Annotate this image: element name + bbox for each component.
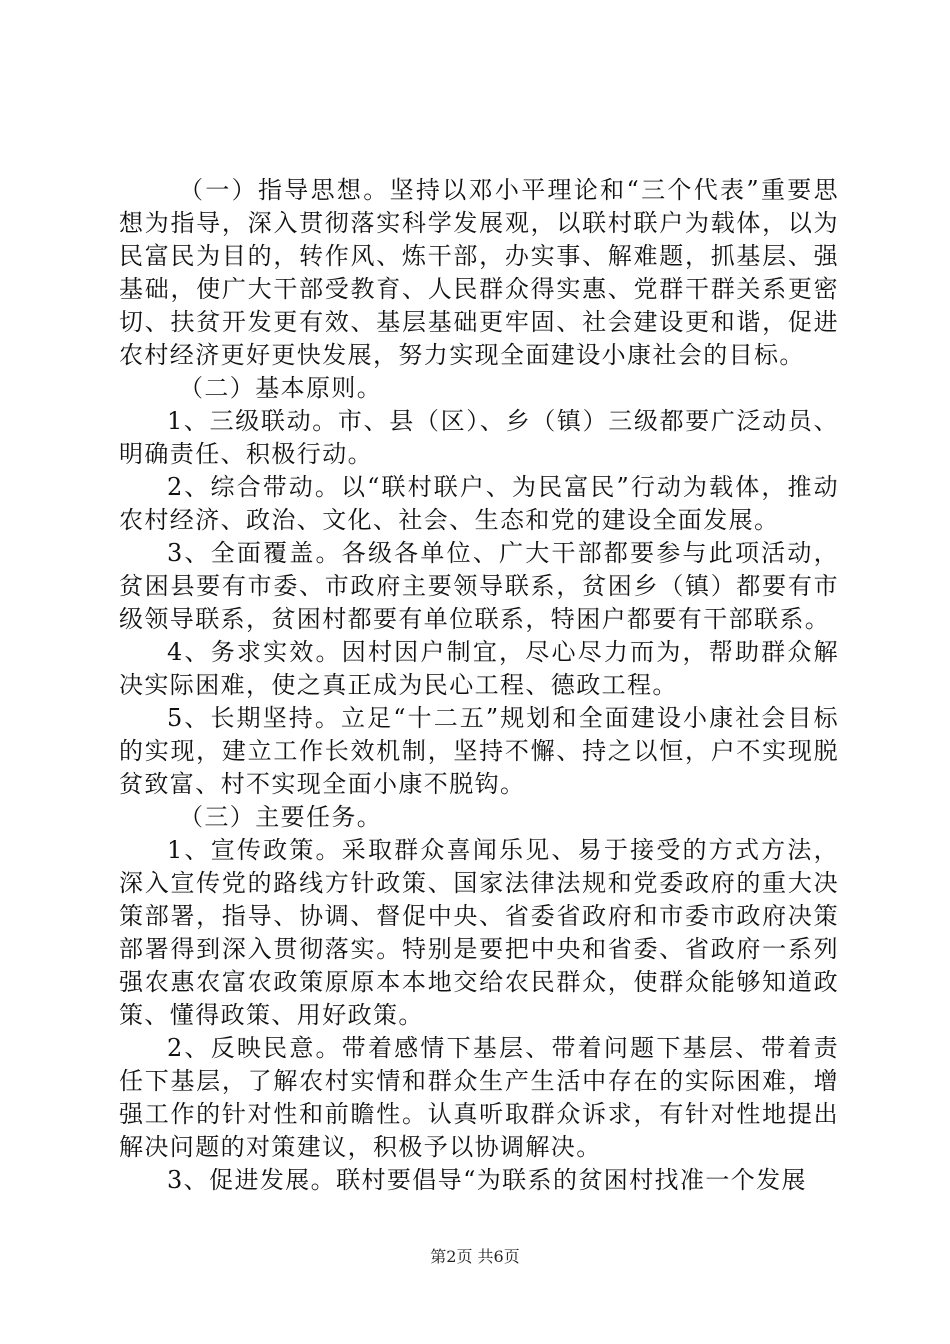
paragraph-guiding-thought: （一）指导思想。坚持以邓小平理论和“三个代表”重要思想为指导，深入贯彻落实科学发展观，以联村联户为载体，以为民富民为目的，转作风、炼干部，办实事、解难题，抓基层、强基础，使广大干部受教育、人民群众得实惠、党群干群关系更密切、扶贫开发更有效、基层基础更牢固、社会建设更和谐，促进农村经济更好更快发展，努力实现全面建设小康社会的目标。 xyxy=(119,176,839,369)
paragraph-principle-1: 1、三级联动。市、县（区）、乡（镇）三级都要广泛动员、明确责任、积极行动。 xyxy=(119,407,839,468)
paragraph-principle-2: 2、综合带动。以“联村联户、为民富民”行动为载体，推动农村经济、政治、文化、社会、生态和党的建设全面发展。 xyxy=(119,473,839,534)
paragraph-principle-4: 4、务求实效。因村因户制宜，尽心尽力而为，帮助群众解决实际困难，使之真正成为民心工程、德政工程。 xyxy=(119,638,839,699)
paragraph-task-1: 1、宣传政策。采取群众喜闻乐见、易于接受的方式方法，深入宣传党的路线方针政策、国家法律法规和党委政府的重大决策部署，指导、协调、督促中央、省委省政府和市委市政府决策部署得到深入贯彻落实。特别是要把中央和省委、省政府一系列强农惠农富农政策原原本本地交给农民群众，使群众能够知道政策、懂得政策、用好政策。 xyxy=(119,836,839,1029)
paragraph-task-2: 2、反映民意。带着感情下基层、带着问题下基层、带着责任下基层，了解农村实情和群众生产生活中存在的实际困难，增强工作的针对性和前瞻性。认真听取群众诉求，有针对性地提出解决问题的对策建议，积极予以协调解决。 xyxy=(119,1034,839,1161)
paragraph-principle-5: 5、长期坚持。立足“十二五”规划和全面建设小康社会目标的实现，建立工作长效机制，坚持不懈、持之以恒，户不实现脱贫致富、村不实现全面小康不脱钩。 xyxy=(119,704,839,798)
paragraph-basic-principles-heading: （二）基本原则。 xyxy=(179,374,383,402)
paragraph-task-3: 3、促进发展。联村要倡导“为联系的贫困村找准一个发展 xyxy=(167,1166,807,1194)
paragraph-main-tasks-heading: （三）主要任务。 xyxy=(179,803,383,831)
paragraph-principle-3: 3、全面覆盖。各级各单位、广大干部都要参与此项活动，贫困县要有市委、市政府主要领导联系，贫困乡（镇）都要有市级领导联系，贫困村都要有单位联系，特困户都要有干部联系。 xyxy=(119,539,839,633)
page-footer xyxy=(0,1244,950,1267)
page-number-label: 第2页 共6页 xyxy=(430,1247,520,1266)
document-body xyxy=(119,174,839,1197)
